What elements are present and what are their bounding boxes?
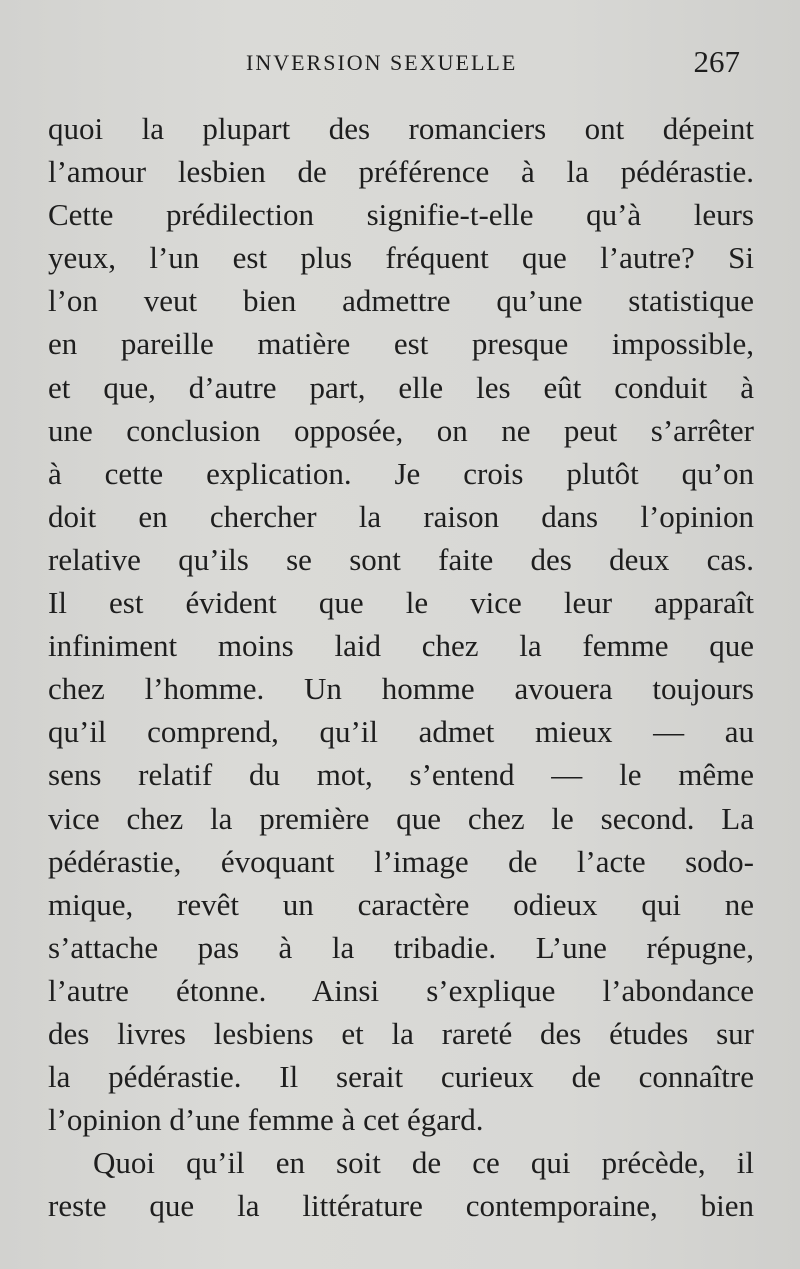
page-number: 267 <box>693 44 740 79</box>
text-line: à cette explication. Je crois plutôt qu’on <box>48 455 754 491</box>
text-line: s’attache pas à la tribadie. L’une répugne, <box>48 929 754 965</box>
text-line: Cette prédilection signifie-t-elle qu’à leurs <box>48 197 754 233</box>
paragraph-first-line: Quoi qu’il en soit de ce qui précède, il <box>93 1145 754 1181</box>
text-line: en pareille matière est presque impossible, <box>48 326 754 362</box>
text-line: yeux, l’un est plus fréquent que l’autre? Si <box>48 240 754 276</box>
text-line: pédérastie, évoquant l’image de l’acte sodo- <box>48 843 754 879</box>
text-line: l’autre étonne. Ainsi s’explique l’abondance <box>48 972 754 1008</box>
text-line: l’on veut bien admettre qu’une statistique <box>48 283 754 319</box>
text-line: Il est évident que le vice leur apparaît <box>48 585 754 621</box>
text-line: l’amour lesbien de préférence à la pédérastie. <box>48 154 754 190</box>
text-line: et que, d’autre part, elle les eût conduit à <box>48 369 754 405</box>
running-head <box>48 44 748 84</box>
text-line: une conclusion opposée, on ne peut s’arrêter <box>48 412 754 448</box>
running-head-title: INVERSION SEXUELLE <box>246 50 518 75</box>
text-line: sens relatif du mot, s’entend — le même <box>48 757 754 793</box>
paragraph-last-line: l’opinion d’une femme à cet égard. <box>48 1102 484 1138</box>
text-line: chez l’homme. Un homme avouera toujours <box>48 671 754 707</box>
text-line: mique, revêt un caractère odieux qui ne <box>48 886 754 922</box>
text-line: infiniment moins laid chez la femme que <box>48 628 754 664</box>
text-line: vice chez la première que chez le second. La <box>48 800 754 836</box>
text-line: relative qu’ils se sont faite des deux cas. <box>48 541 754 577</box>
text-line: doit en chercher la raison dans l’opinion <box>48 498 754 534</box>
text-line: quoi la plupart des romanciers ont dépeint <box>48 111 754 146</box>
text-line: reste que la littérature contemporaine, bien <box>48 1188 754 1224</box>
text-line: la pédérastie. Il serait curieux de connaître <box>48 1059 754 1095</box>
body-text <box>48 107 754 1227</box>
text-line: qu’il comprend, qu’il admet mieux — au <box>48 714 754 750</box>
text-line: des livres lesbiens et la rareté des études sur <box>48 1015 754 1051</box>
